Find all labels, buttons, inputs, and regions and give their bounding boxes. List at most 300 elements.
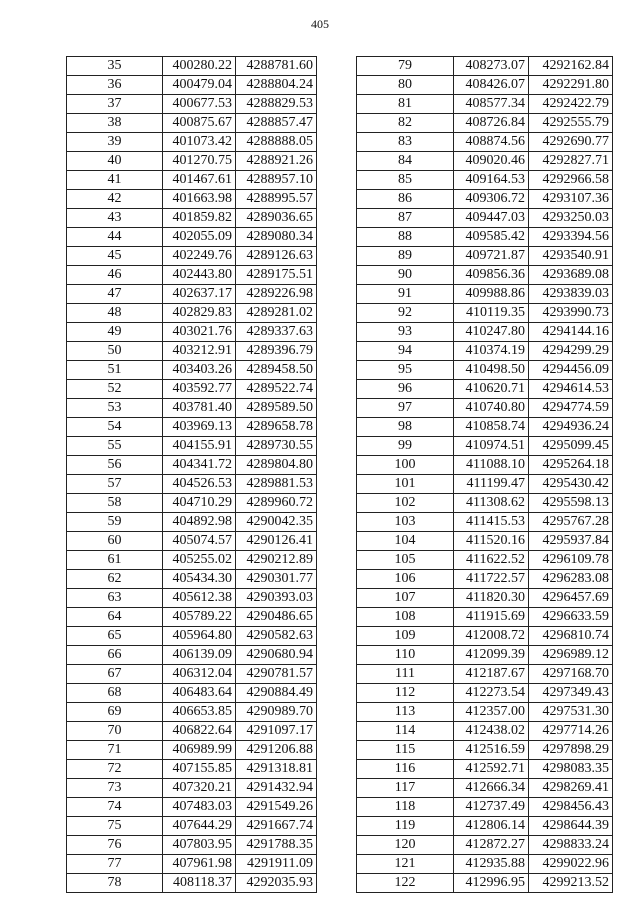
y-coordinate-cell: 4295767.28 bbox=[529, 513, 613, 532]
x-coordinate-cell: 412872.27 bbox=[454, 836, 529, 855]
point-number-cell: 91 bbox=[357, 285, 454, 304]
table-row bbox=[67, 418, 317, 437]
y-coordinate-cell: 4295598.13 bbox=[529, 494, 613, 513]
table-row bbox=[67, 798, 317, 817]
point-number-cell: 73 bbox=[67, 779, 163, 798]
table-row bbox=[357, 228, 613, 247]
table-row bbox=[357, 437, 613, 456]
x-coordinate-cell: 401663.98 bbox=[163, 190, 236, 209]
point-number-cell: 55 bbox=[67, 437, 163, 456]
point-number-cell: 92 bbox=[357, 304, 454, 323]
point-number-cell: 82 bbox=[357, 114, 454, 133]
table-row bbox=[67, 722, 317, 741]
x-coordinate-cell: 407803.95 bbox=[163, 836, 236, 855]
point-number-cell: 75 bbox=[67, 817, 163, 836]
y-coordinate-cell: 4288857.47 bbox=[236, 114, 317, 133]
y-coordinate-cell: 4290301.77 bbox=[236, 570, 317, 589]
table-row bbox=[67, 874, 317, 893]
x-coordinate-cell: 402829.83 bbox=[163, 304, 236, 323]
y-coordinate-cell: 4288804.24 bbox=[236, 76, 317, 95]
x-coordinate-cell: 408874.56 bbox=[454, 133, 529, 152]
point-number-cell: 57 bbox=[67, 475, 163, 494]
table-row bbox=[67, 399, 317, 418]
x-coordinate-cell: 410858.74 bbox=[454, 418, 529, 437]
x-coordinate-cell: 404526.53 bbox=[163, 475, 236, 494]
x-coordinate-cell: 406312.04 bbox=[163, 665, 236, 684]
x-coordinate-cell: 408426.07 bbox=[454, 76, 529, 95]
point-number-cell: 41 bbox=[67, 171, 163, 190]
x-coordinate-cell: 401467.61 bbox=[163, 171, 236, 190]
y-coordinate-cell: 4288921.26 bbox=[236, 152, 317, 171]
y-coordinate-cell: 4296283.08 bbox=[529, 570, 613, 589]
x-coordinate-cell: 412099.39 bbox=[454, 646, 529, 665]
y-coordinate-cell: 4291318.81 bbox=[236, 760, 317, 779]
y-coordinate-cell: 4296810.74 bbox=[529, 627, 613, 646]
x-coordinate-cell: 410740.80 bbox=[454, 399, 529, 418]
y-coordinate-cell: 4293394.56 bbox=[529, 228, 613, 247]
table-row bbox=[67, 855, 317, 874]
x-coordinate-cell: 411820.30 bbox=[454, 589, 529, 608]
table-row bbox=[357, 570, 613, 589]
table-row bbox=[357, 456, 613, 475]
table-row bbox=[357, 399, 613, 418]
y-coordinate-cell: 4289960.72 bbox=[236, 494, 317, 513]
y-coordinate-cell: 4289337.63 bbox=[236, 323, 317, 342]
point-number-cell: 110 bbox=[357, 646, 454, 665]
y-coordinate-cell: 4294614.53 bbox=[529, 380, 613, 399]
x-coordinate-cell: 407320.21 bbox=[163, 779, 236, 798]
table-row bbox=[67, 266, 317, 285]
table-row bbox=[357, 722, 613, 741]
point-number-cell: 68 bbox=[67, 684, 163, 703]
y-coordinate-cell: 4297168.70 bbox=[529, 665, 613, 684]
table-row bbox=[357, 741, 613, 760]
table-row bbox=[67, 665, 317, 684]
x-coordinate-cell: 410974.51 bbox=[454, 437, 529, 456]
y-coordinate-cell: 4296457.69 bbox=[529, 589, 613, 608]
table-row bbox=[67, 779, 317, 798]
point-number-cell: 81 bbox=[357, 95, 454, 114]
x-coordinate-cell: 411520.16 bbox=[454, 532, 529, 551]
table-row bbox=[357, 171, 613, 190]
point-number-cell: 112 bbox=[357, 684, 454, 703]
y-coordinate-cell: 4293990.73 bbox=[529, 304, 613, 323]
point-number-cell: 113 bbox=[357, 703, 454, 722]
table-row bbox=[67, 456, 317, 475]
point-number-cell: 59 bbox=[67, 513, 163, 532]
x-coordinate-cell: 412516.59 bbox=[454, 741, 529, 760]
table-row bbox=[67, 437, 317, 456]
y-coordinate-cell: 4292827.71 bbox=[529, 152, 613, 171]
point-number-cell: 62 bbox=[67, 570, 163, 589]
x-coordinate-cell: 412737.49 bbox=[454, 798, 529, 817]
y-coordinate-cell: 4293689.08 bbox=[529, 266, 613, 285]
x-coordinate-cell: 412806.14 bbox=[454, 817, 529, 836]
y-coordinate-cell: 4288888.05 bbox=[236, 133, 317, 152]
x-coordinate-cell: 411308.62 bbox=[454, 494, 529, 513]
y-coordinate-cell: 4294299.29 bbox=[529, 342, 613, 361]
x-coordinate-cell: 412935.88 bbox=[454, 855, 529, 874]
point-number-cell: 99 bbox=[357, 437, 454, 456]
y-coordinate-cell: 4289126.63 bbox=[236, 247, 317, 266]
y-coordinate-cell: 4292291.80 bbox=[529, 76, 613, 95]
table-row bbox=[67, 133, 317, 152]
point-number-cell: 85 bbox=[357, 171, 454, 190]
point-number-cell: 66 bbox=[67, 646, 163, 665]
table-row bbox=[67, 247, 317, 266]
table-row bbox=[357, 133, 613, 152]
table-row bbox=[67, 209, 317, 228]
y-coordinate-cell: 4297349.43 bbox=[529, 684, 613, 703]
x-coordinate-cell: 409585.42 bbox=[454, 228, 529, 247]
y-coordinate-cell: 4298083.35 bbox=[529, 760, 613, 779]
point-number-cell: 46 bbox=[67, 266, 163, 285]
y-coordinate-cell: 4299022.96 bbox=[529, 855, 613, 874]
table-row bbox=[67, 703, 317, 722]
table-row bbox=[357, 836, 613, 855]
x-coordinate-cell: 407155.85 bbox=[163, 760, 236, 779]
point-number-cell: 60 bbox=[67, 532, 163, 551]
x-coordinate-cell: 403781.40 bbox=[163, 399, 236, 418]
x-coordinate-cell: 410247.80 bbox=[454, 323, 529, 342]
x-coordinate-cell: 400875.67 bbox=[163, 114, 236, 133]
y-coordinate-cell: 4289396.79 bbox=[236, 342, 317, 361]
table-row bbox=[67, 627, 317, 646]
point-number-cell: 102 bbox=[357, 494, 454, 513]
table-row bbox=[357, 266, 613, 285]
y-coordinate-cell: 4290680.94 bbox=[236, 646, 317, 665]
y-coordinate-cell: 4289522.74 bbox=[236, 380, 317, 399]
table-row bbox=[357, 152, 613, 171]
table-row bbox=[67, 551, 317, 570]
table-row bbox=[67, 304, 317, 323]
y-coordinate-cell: 4296109.78 bbox=[529, 551, 613, 570]
y-coordinate-cell: 4289226.98 bbox=[236, 285, 317, 304]
x-coordinate-cell: 410374.19 bbox=[454, 342, 529, 361]
table-row bbox=[357, 608, 613, 627]
y-coordinate-cell: 4290393.03 bbox=[236, 589, 317, 608]
y-coordinate-cell: 4291667.74 bbox=[236, 817, 317, 836]
y-coordinate-cell: 4289036.65 bbox=[236, 209, 317, 228]
table-row bbox=[67, 152, 317, 171]
point-number-cell: 39 bbox=[67, 133, 163, 152]
y-coordinate-cell: 4291432.94 bbox=[236, 779, 317, 798]
x-coordinate-cell: 401859.82 bbox=[163, 209, 236, 228]
y-coordinate-cell: 4289804.80 bbox=[236, 456, 317, 475]
point-number-cell: 45 bbox=[67, 247, 163, 266]
table-row bbox=[67, 760, 317, 779]
x-coordinate-cell: 409856.36 bbox=[454, 266, 529, 285]
y-coordinate-cell: 4290212.89 bbox=[236, 551, 317, 570]
point-number-cell: 42 bbox=[67, 190, 163, 209]
x-coordinate-cell: 400677.53 bbox=[163, 95, 236, 114]
x-coordinate-cell: 409721.87 bbox=[454, 247, 529, 266]
x-coordinate-cell: 410498.50 bbox=[454, 361, 529, 380]
x-coordinate-cell: 412666.34 bbox=[454, 779, 529, 798]
y-coordinate-cell: 4292555.79 bbox=[529, 114, 613, 133]
point-number-cell: 67 bbox=[67, 665, 163, 684]
y-coordinate-cell: 4297531.30 bbox=[529, 703, 613, 722]
x-coordinate-cell: 400479.04 bbox=[163, 76, 236, 95]
y-coordinate-cell: 4288995.57 bbox=[236, 190, 317, 209]
point-number-cell: 105 bbox=[357, 551, 454, 570]
point-number-cell: 38 bbox=[67, 114, 163, 133]
table-row bbox=[357, 418, 613, 437]
table-row bbox=[67, 817, 317, 836]
point-number-cell: 115 bbox=[357, 741, 454, 760]
x-coordinate-cell: 408726.84 bbox=[454, 114, 529, 133]
table-row bbox=[357, 304, 613, 323]
table-row bbox=[357, 589, 613, 608]
x-coordinate-cell: 403592.77 bbox=[163, 380, 236, 399]
x-coordinate-cell: 412187.67 bbox=[454, 665, 529, 684]
point-number-cell: 114 bbox=[357, 722, 454, 741]
x-coordinate-cell: 401270.75 bbox=[163, 152, 236, 171]
y-coordinate-cell: 4290126.41 bbox=[236, 532, 317, 551]
x-coordinate-cell: 411622.52 bbox=[454, 551, 529, 570]
y-coordinate-cell: 4291788.35 bbox=[236, 836, 317, 855]
table-row bbox=[357, 494, 613, 513]
x-coordinate-cell: 408577.34 bbox=[454, 95, 529, 114]
table-row bbox=[67, 494, 317, 513]
table-row bbox=[357, 798, 613, 817]
y-coordinate-cell: 4296989.12 bbox=[529, 646, 613, 665]
x-coordinate-cell: 401073.42 bbox=[163, 133, 236, 152]
point-number-cell: 120 bbox=[357, 836, 454, 855]
y-coordinate-cell: 4290486.65 bbox=[236, 608, 317, 627]
point-number-cell: 106 bbox=[357, 570, 454, 589]
table-row bbox=[357, 855, 613, 874]
x-coordinate-cell: 403212.91 bbox=[163, 342, 236, 361]
x-coordinate-cell: 409447.03 bbox=[454, 209, 529, 228]
table-row bbox=[357, 760, 613, 779]
x-coordinate-cell: 412273.54 bbox=[454, 684, 529, 703]
x-coordinate-cell: 412592.71 bbox=[454, 760, 529, 779]
point-number-cell: 103 bbox=[357, 513, 454, 532]
x-coordinate-cell: 407483.03 bbox=[163, 798, 236, 817]
x-coordinate-cell: 412357.00 bbox=[454, 703, 529, 722]
x-coordinate-cell: 411722.57 bbox=[454, 570, 529, 589]
table-row bbox=[67, 684, 317, 703]
x-coordinate-cell: 408118.37 bbox=[163, 874, 236, 893]
table-row bbox=[67, 532, 317, 551]
table-row bbox=[357, 57, 613, 76]
y-coordinate-cell: 4290781.57 bbox=[236, 665, 317, 684]
table-row bbox=[67, 741, 317, 760]
point-number-cell: 52 bbox=[67, 380, 163, 399]
x-coordinate-cell: 405074.57 bbox=[163, 532, 236, 551]
table-row bbox=[67, 380, 317, 399]
x-coordinate-cell: 412438.02 bbox=[454, 722, 529, 741]
y-coordinate-cell: 4292035.93 bbox=[236, 874, 317, 893]
y-coordinate-cell: 4292422.79 bbox=[529, 95, 613, 114]
point-number-cell: 90 bbox=[357, 266, 454, 285]
point-number-cell: 88 bbox=[357, 228, 454, 247]
x-coordinate-cell: 406653.85 bbox=[163, 703, 236, 722]
point-number-cell: 98 bbox=[357, 418, 454, 437]
point-number-cell: 79 bbox=[357, 57, 454, 76]
point-number-cell: 122 bbox=[357, 874, 454, 893]
x-coordinate-cell: 402249.76 bbox=[163, 247, 236, 266]
x-coordinate-cell: 411088.10 bbox=[454, 456, 529, 475]
point-number-cell: 94 bbox=[357, 342, 454, 361]
y-coordinate-cell: 4295264.18 bbox=[529, 456, 613, 475]
x-coordinate-cell: 407961.98 bbox=[163, 855, 236, 874]
point-number-cell: 72 bbox=[67, 760, 163, 779]
table-row bbox=[357, 703, 613, 722]
point-number-cell: 87 bbox=[357, 209, 454, 228]
x-coordinate-cell: 411415.53 bbox=[454, 513, 529, 532]
table-row bbox=[357, 114, 613, 133]
x-coordinate-cell: 406139.09 bbox=[163, 646, 236, 665]
point-number-cell: 111 bbox=[357, 665, 454, 684]
table-row bbox=[67, 190, 317, 209]
table-row bbox=[357, 874, 613, 893]
x-coordinate-cell: 410119.35 bbox=[454, 304, 529, 323]
point-number-cell: 49 bbox=[67, 323, 163, 342]
table-row bbox=[357, 513, 613, 532]
point-number-cell: 83 bbox=[357, 133, 454, 152]
y-coordinate-cell: 4289881.53 bbox=[236, 475, 317, 494]
x-coordinate-cell: 405964.80 bbox=[163, 627, 236, 646]
point-number-cell: 53 bbox=[67, 399, 163, 418]
table-row bbox=[67, 285, 317, 304]
point-number-cell: 40 bbox=[67, 152, 163, 171]
x-coordinate-cell: 407644.29 bbox=[163, 817, 236, 836]
point-number-cell: 95 bbox=[357, 361, 454, 380]
point-number-cell: 69 bbox=[67, 703, 163, 722]
y-coordinate-cell: 4293107.36 bbox=[529, 190, 613, 209]
x-coordinate-cell: 404710.29 bbox=[163, 494, 236, 513]
x-coordinate-cell: 403021.76 bbox=[163, 323, 236, 342]
point-number-cell: 50 bbox=[67, 342, 163, 361]
point-number-cell: 101 bbox=[357, 475, 454, 494]
table-row bbox=[67, 114, 317, 133]
table-row bbox=[357, 817, 613, 836]
point-number-cell: 116 bbox=[357, 760, 454, 779]
x-coordinate-cell: 402443.80 bbox=[163, 266, 236, 285]
table-row bbox=[357, 627, 613, 646]
point-number-cell: 51 bbox=[67, 361, 163, 380]
x-coordinate-cell: 411915.69 bbox=[454, 608, 529, 627]
y-coordinate-cell: 4293540.91 bbox=[529, 247, 613, 266]
y-coordinate-cell: 4291206.88 bbox=[236, 741, 317, 760]
point-number-cell: 71 bbox=[67, 741, 163, 760]
x-coordinate-cell: 405255.02 bbox=[163, 551, 236, 570]
x-coordinate-cell: 404155.91 bbox=[163, 437, 236, 456]
x-coordinate-cell: 400280.22 bbox=[163, 57, 236, 76]
y-coordinate-cell: 4298833.24 bbox=[529, 836, 613, 855]
table-row bbox=[357, 779, 613, 798]
point-number-cell: 80 bbox=[357, 76, 454, 95]
y-coordinate-cell: 4297898.29 bbox=[529, 741, 613, 760]
y-coordinate-cell: 4289080.34 bbox=[236, 228, 317, 247]
y-coordinate-cell: 4295099.45 bbox=[529, 437, 613, 456]
point-number-cell: 36 bbox=[67, 76, 163, 95]
x-coordinate-cell: 403969.13 bbox=[163, 418, 236, 437]
y-coordinate-cell: 4294456.09 bbox=[529, 361, 613, 380]
x-coordinate-cell: 409020.46 bbox=[454, 152, 529, 171]
table-row bbox=[67, 361, 317, 380]
x-coordinate-cell: 410620.71 bbox=[454, 380, 529, 399]
table-row bbox=[357, 551, 613, 570]
y-coordinate-cell: 4293839.03 bbox=[529, 285, 613, 304]
table-row bbox=[357, 665, 613, 684]
point-number-cell: 121 bbox=[357, 855, 454, 874]
x-coordinate-cell: 405612.38 bbox=[163, 589, 236, 608]
table-row bbox=[357, 684, 613, 703]
point-number-cell: 89 bbox=[357, 247, 454, 266]
table-row bbox=[357, 646, 613, 665]
point-number-cell: 107 bbox=[357, 589, 454, 608]
point-number-cell: 63 bbox=[67, 589, 163, 608]
x-coordinate-cell: 406483.64 bbox=[163, 684, 236, 703]
x-coordinate-cell: 402637.17 bbox=[163, 285, 236, 304]
y-coordinate-cell: 4288957.10 bbox=[236, 171, 317, 190]
point-number-cell: 61 bbox=[67, 551, 163, 570]
x-coordinate-cell: 412008.72 bbox=[454, 627, 529, 646]
table-row bbox=[67, 570, 317, 589]
point-number-cell: 100 bbox=[357, 456, 454, 475]
point-number-cell: 48 bbox=[67, 304, 163, 323]
table-row bbox=[357, 532, 613, 551]
x-coordinate-cell: 405789.22 bbox=[163, 608, 236, 627]
x-coordinate-cell: 404341.72 bbox=[163, 456, 236, 475]
x-coordinate-cell: 404892.98 bbox=[163, 513, 236, 532]
table-row bbox=[67, 589, 317, 608]
point-number-cell: 84 bbox=[357, 152, 454, 171]
table-row bbox=[357, 95, 613, 114]
y-coordinate-cell: 4298269.41 bbox=[529, 779, 613, 798]
y-coordinate-cell: 4295937.84 bbox=[529, 532, 613, 551]
x-coordinate-cell: 409306.72 bbox=[454, 190, 529, 209]
point-number-cell: 97 bbox=[357, 399, 454, 418]
point-number-cell: 43 bbox=[67, 209, 163, 228]
table-row bbox=[67, 323, 317, 342]
coordinates-table-left bbox=[66, 56, 317, 893]
y-coordinate-cell: 4289281.02 bbox=[236, 304, 317, 323]
table-row bbox=[67, 342, 317, 361]
table-row bbox=[357, 209, 613, 228]
y-coordinate-cell: 4294774.59 bbox=[529, 399, 613, 418]
table-row bbox=[357, 247, 613, 266]
table-row bbox=[357, 76, 613, 95]
y-coordinate-cell: 4290989.70 bbox=[236, 703, 317, 722]
point-number-cell: 56 bbox=[67, 456, 163, 475]
table-row bbox=[357, 190, 613, 209]
x-coordinate-cell: 405434.30 bbox=[163, 570, 236, 589]
y-coordinate-cell: 4289458.50 bbox=[236, 361, 317, 380]
y-coordinate-cell: 4289175.51 bbox=[236, 266, 317, 285]
point-number-cell: 108 bbox=[357, 608, 454, 627]
point-number-cell: 78 bbox=[67, 874, 163, 893]
y-coordinate-cell: 4290042.35 bbox=[236, 513, 317, 532]
table-row bbox=[67, 171, 317, 190]
point-number-cell: 119 bbox=[357, 817, 454, 836]
point-number-cell: 74 bbox=[67, 798, 163, 817]
point-number-cell: 109 bbox=[357, 627, 454, 646]
x-coordinate-cell: 402055.09 bbox=[163, 228, 236, 247]
point-number-cell: 44 bbox=[67, 228, 163, 247]
y-coordinate-cell: 4297714.26 bbox=[529, 722, 613, 741]
y-coordinate-cell: 4290884.49 bbox=[236, 684, 317, 703]
y-coordinate-cell: 4294936.24 bbox=[529, 418, 613, 437]
y-coordinate-cell: 4288829.53 bbox=[236, 95, 317, 114]
point-number-cell: 37 bbox=[67, 95, 163, 114]
table-row bbox=[67, 95, 317, 114]
y-coordinate-cell: 4296633.59 bbox=[529, 608, 613, 627]
x-coordinate-cell: 412996.95 bbox=[454, 874, 529, 893]
